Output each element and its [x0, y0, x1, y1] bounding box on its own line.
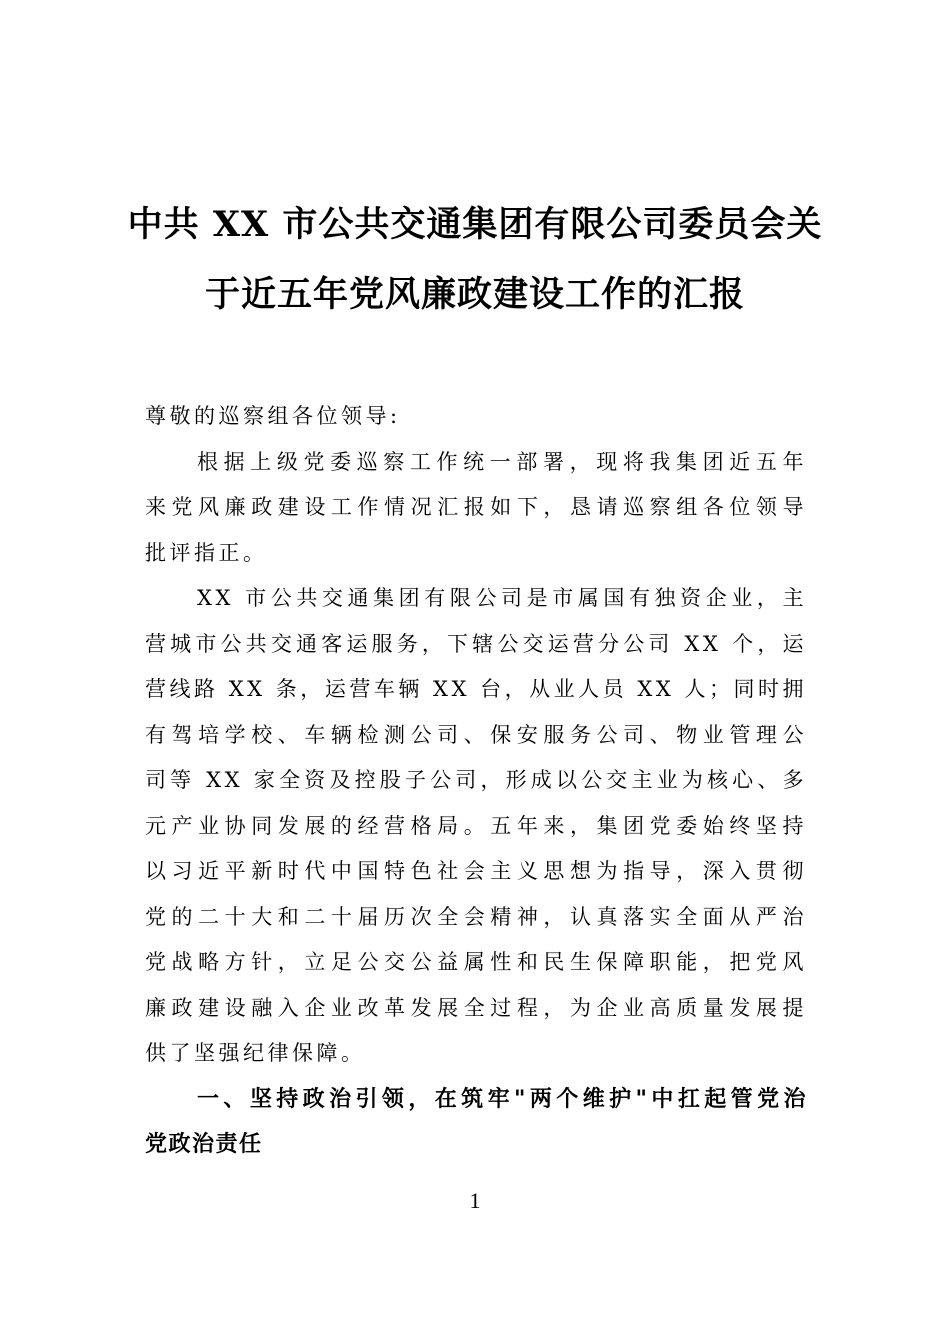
paragraph-company-overview [145, 576, 807, 1077]
paragraph-intro [145, 440, 807, 577]
salutation: 尊敬的巡察组各位领导: [145, 404, 401, 428]
document-body [145, 394, 807, 1168]
paragraph-line: 批评指正。 [145, 540, 268, 565]
paragraph-line: 来党风廉政建设工作情况汇报如下，恳请巡察组各位领导 [145, 495, 807, 519]
paragraph-line: 根据上级党委巡察工作统一部署，现将我集团近五年 [197, 449, 807, 474]
paragraph-line: 司等 XX 家全资及控股子公司，形成以公交主业为核心、多 [145, 768, 807, 792]
heading-line: 党政治责任 [145, 1132, 263, 1157]
paragraph-line: 党战略方针，立足公交公益属性和民生保障职能，把党风 [145, 950, 807, 974]
title-line: 于近五年党风廉政建设工作的汇报 [204, 274, 745, 315]
paragraph-line: 营城市公共交通客运服务，下辖公交运营分公司 XX 个，运 [145, 631, 807, 656]
paragraph-line: 元产业协同发展的经营格局。五年来，集团党委始终坚持 [145, 813, 807, 838]
paragraph-line: 党的二十大和二十届历次全会精神，认真落实全面从严治 [145, 904, 807, 929]
paragraph-line: XX 市公共交通集团有限公司是市属国有独资企业，主 [197, 586, 807, 610]
title-line: 中共 XX 市公共交通集团有限公司委员会关 [127, 204, 823, 245]
page-number: 1 [469, 1188, 481, 1213]
section-heading-1 [145, 1077, 807, 1168]
heading-line: 一、坚持政治引领，在筑牢"两个维护"中扛起管党治 [197, 1086, 807, 1112]
paragraph-line: 有驾培学校、车辆检测公司、保安服务公司、物业管理公 [145, 722, 807, 747]
paragraph-line: 供了坚强纪律保障。 [145, 1041, 366, 1065]
paragraph-line: 廉政建设融入企业改革发展全过程，为企业高质量发展提 [145, 995, 807, 1020]
paragraph-line: 营线路 XX 条，运营车辆 XX 台，从业人员 XX 人；同时拥 [145, 677, 807, 701]
paragraph-line: 以习近平新时代中国特色社会主义思想为指导，深入贯彻 [145, 859, 807, 883]
document-title [120, 190, 830, 330]
